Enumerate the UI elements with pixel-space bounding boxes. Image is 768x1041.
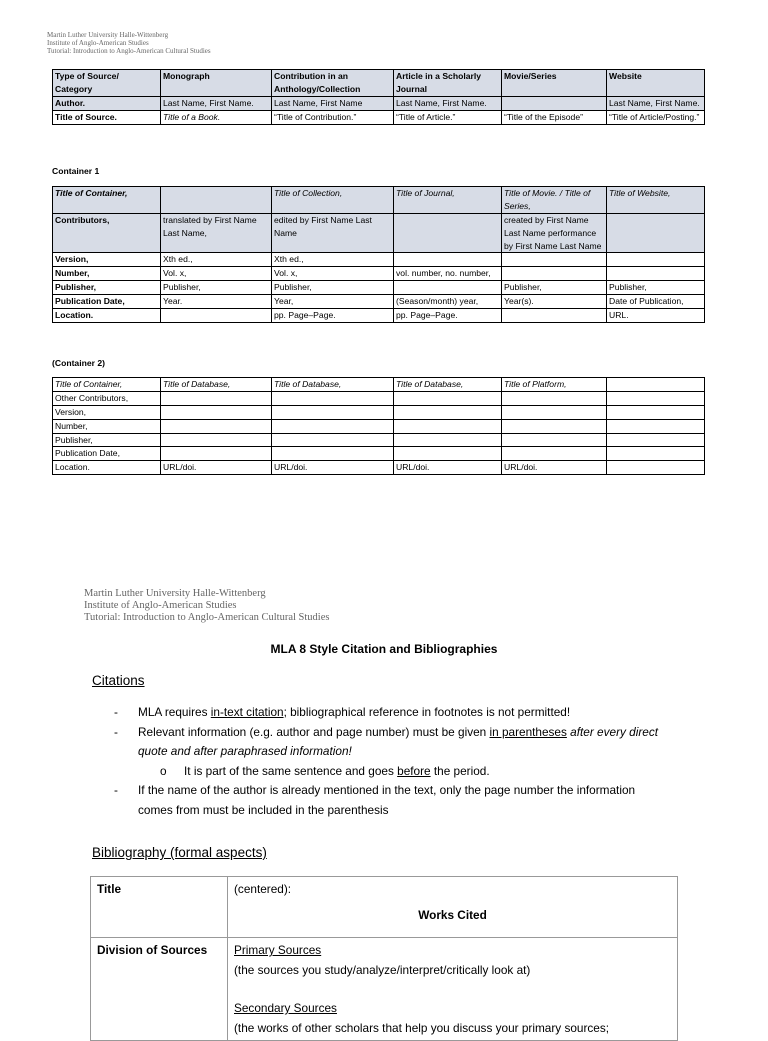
table-cell: “Title of Article/Posting.” [607,110,705,124]
table-cell: URL/doi. [502,461,607,475]
table-cell: Title of Movie. / Title of Series, [502,187,607,214]
table-cell: Year, [272,295,394,309]
table-cell: Publisher, [53,433,161,447]
table-cell [272,447,394,461]
table-cell: Contributors, [53,213,161,253]
dash-bullet: - [114,783,118,797]
source-type-table [52,69,705,125]
table-cell [394,447,502,461]
table-row [53,433,705,447]
table-cell [607,447,705,461]
container1-caption: Container 1 [52,166,100,176]
table-cell: Title of Website, [607,187,705,214]
table-cell: URL. [607,309,705,323]
text: the period. [430,763,490,778]
table-cell: Publisher, [53,281,161,295]
table-cell [272,433,394,447]
text: Relevant information (e.g. author and page number) must be given [138,724,490,739]
table-row [53,391,705,405]
table-cell [394,281,502,295]
container2-table [52,377,705,475]
table-cell [607,433,705,447]
table-row [53,309,705,323]
table-cell [502,96,607,110]
table-row [91,938,678,1041]
table-cell: translated by First Name Last Name, [161,213,272,253]
table-cell: Last Name, First Name. [161,96,272,110]
table-row [53,405,705,419]
text: If the name of the author is already mentioned in the text, only the page number the information comes from must be included in the parenthesis [138,783,636,817]
dash-bullet: - [114,724,118,739]
table-cell: Title of Journal, [394,187,502,214]
table-cell [607,405,705,419]
table-row [53,253,705,267]
table-cell: Title of Container, [53,187,161,214]
table-header: Contribution in an Anthology/Collection [272,70,394,97]
table-cell: Year(s). [502,295,607,309]
table-cell: Title of Database, [394,378,502,392]
table-cell [394,253,502,267]
table-cell: Xth ed., [161,253,272,267]
list-item [110,703,670,723]
table-cell [161,391,272,405]
table-cell: created by First Name Last Name performance by First Name Last Name [502,213,607,253]
table-cell: Vol. x, [272,267,394,281]
table-cell [161,309,272,323]
text: It is part of the same sentence and goes [184,763,398,778]
table-cell: Division of Sources [91,938,228,1041]
text: ; bibliographical reference in footnotes is not permitted! [283,705,571,719]
table-cell [607,419,705,433]
table-cell: Location. [53,461,161,475]
header-course: Tutorial: Introduction to Anglo-American Cultural Studies [47,47,211,56]
circle-bullet: o [160,763,167,778]
table-cell: Publication Date, [53,295,161,309]
table-row [53,295,705,309]
table-cell: Title of Collection, [272,187,394,214]
table-cell [607,253,705,267]
table-cell: Title of Database, [272,378,394,392]
table-cell [394,419,502,433]
table-cell [502,253,607,267]
text: (centered): [234,882,292,896]
table-cell: Other Contributors, [53,391,161,405]
list-item [110,723,670,762]
table-cell: Author. [53,96,161,110]
table-cell: “Title of the Episode” [502,110,607,124]
table-cell: Last Name, First Name. [607,96,705,110]
secondary-sources-label: Secondary Sources [234,1001,337,1015]
primary-sources-label: Primary Sources [234,943,322,957]
italic-text: after every direct quote and after paraphrased information! [138,724,659,758]
bibliography-format-table [90,876,678,1041]
container1-table [52,186,705,323]
table-cell: Last Name, First Name. [394,96,502,110]
text: MLA requires [138,705,211,719]
table-cell: Publication Date, [53,447,161,461]
table-cell [272,419,394,433]
table-header: Website [607,70,705,97]
table-cell: Publisher, [607,281,705,295]
table-cell: Vol. x, [161,267,272,281]
header-university: Martin Luther University Halle-Wittenberg [47,31,169,39]
table-cell [161,405,272,419]
table-cell [607,391,705,405]
table-header: Article in a Scholarly Journal [394,70,502,97]
table-cell: “Title of Contribution.” [272,110,394,124]
table-cell: Title of a Book. [161,110,272,124]
table-cell: Title of Container, [53,378,161,392]
page-title: MLA 8 Style Citation and Bibliographies [270,642,498,656]
table-cell [502,419,607,433]
underlined-text: in-text citation [210,705,284,719]
table-cell: Version, [53,405,161,419]
text: (the works of other scholars that help you discuss your primary sources; [234,1021,610,1035]
table-row [53,213,705,253]
table-row [53,281,705,295]
table-row [53,96,705,110]
table-cell [394,213,502,253]
table-cell: vol. number, no. number, [394,267,502,281]
table-cell: Year. [161,295,272,309]
list-item [110,762,670,782]
table-header-row [53,70,705,97]
table-cell [228,877,678,938]
bibliography-heading: Bibliography (formal aspects) [92,845,267,860]
table-row [53,447,705,461]
header-institute: Institute of Anglo-American Studies [47,39,149,48]
table-cell: Location. [53,309,161,323]
header-course: Tutorial: Introduction to Anglo-American Cultural Studies [84,612,330,624]
table-cell: Last Name, First Name [272,96,394,110]
table-cell: Number, [53,419,161,433]
table-row [53,461,705,475]
citation-rules-list [110,703,670,820]
table-cell: Title [91,877,228,938]
table-cell [502,447,607,461]
table-cell: URL/doi. [394,461,502,475]
underlined-text: in parentheses [489,724,567,739]
table-cell [272,405,394,419]
table-cell: Publisher, [502,281,607,295]
table-cell [607,461,705,475]
table-row [91,877,678,938]
table-header: Movie/Series [502,70,607,97]
table-header: Type of Source/ Category [53,70,161,97]
page-header [47,31,211,55]
table-cell [502,405,607,419]
table-cell [607,378,705,392]
table-cell [394,433,502,447]
table-cell [272,391,394,405]
table-cell: Publisher, [272,281,394,295]
table-cell [502,309,607,323]
header-university: Martin Luther University Halle-Wittenberg [84,588,266,599]
table-cell [161,419,272,433]
table-cell: edited by First Name Last Name [272,213,394,253]
table-cell [161,433,272,447]
table-cell: Xth ed., [272,253,394,267]
dash-bullet: - [114,705,118,719]
text: (the sources you study/analyze/interpret/critically look at) [234,963,531,977]
table-cell: URL/doi. [272,461,394,475]
table-header: Monograph [161,70,272,97]
table-cell: Number, [53,267,161,281]
page2-header [84,588,329,624]
table-row [53,378,705,392]
container2-caption: (Container 2) [52,358,105,368]
table-row [53,110,705,124]
table-cell [161,447,272,461]
table-cell: Date of Publication, [607,295,705,309]
table-cell: pp. Page–Page. [394,309,502,323]
table-row [53,267,705,281]
table-cell: Publisher, [161,281,272,295]
table-cell [161,187,272,214]
table-cell: (Season/month) year, [394,295,502,309]
table-cell [228,938,678,1041]
table-cell [502,433,607,447]
table-cell [607,267,705,281]
table-cell [394,391,502,405]
table-cell: Title of Platform, [502,378,607,392]
table-cell [502,267,607,281]
underlined-text: before [397,763,431,778]
table-cell: pp. Page–Page. [272,309,394,323]
table-cell [502,391,607,405]
table-cell [394,405,502,419]
table-cell: Title of Source. [53,110,161,124]
list-item [110,781,670,820]
works-cited-title: Works Cited [418,908,487,922]
table-cell [607,213,705,253]
table-row [53,187,705,214]
citations-heading: Citations [92,673,145,688]
table-cell: Version, [53,253,161,267]
header-institute: Institute of Anglo-American Studies [84,600,237,612]
table-cell: Title of Database, [161,378,272,392]
table-row [53,419,705,433]
table-cell: URL/doi. [161,461,272,475]
table-cell: “Title of Article.” [394,110,502,124]
